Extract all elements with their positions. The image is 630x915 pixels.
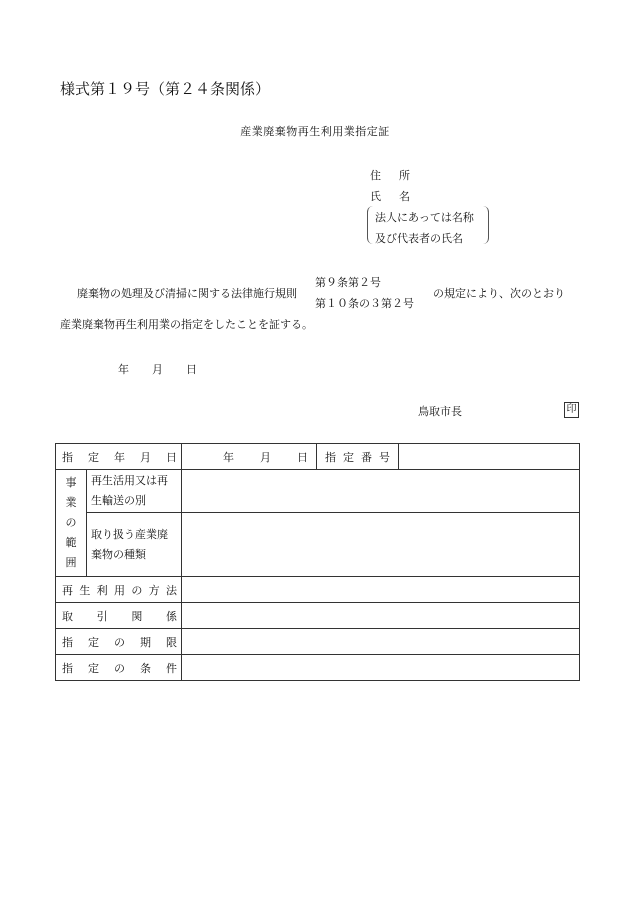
designation-conditions-value — [182, 655, 580, 681]
table-row — [56, 444, 580, 470]
address-label: 住 所 — [370, 169, 410, 182]
seal-mark: 印 — [564, 402, 579, 418]
designation-table — [55, 443, 580, 681]
body-lead: 廃棄物の処理及び清掃に関する法律施行規則 — [77, 287, 297, 300]
date-year: 年 — [118, 363, 129, 376]
body-tail: の規定により、次のとおり — [433, 287, 565, 300]
waste-type-value — [182, 513, 580, 577]
business-scope-label: 事 業 の 範 囲 — [56, 470, 87, 577]
designation-period-value — [182, 629, 580, 655]
form-number: 様式第１９号（第２４条関係） — [60, 80, 271, 98]
table-row — [56, 577, 580, 603]
trade-relation-value — [182, 603, 580, 629]
designation-number-label: 指 定 番 号 — [317, 444, 399, 470]
document-title: 産業廃棄物再生利用業指定証 — [240, 125, 390, 138]
recycling-method-label: 再 生 利 用 の 方 法 — [56, 577, 182, 603]
trade-relation-label: 取 引 関 係 — [56, 603, 182, 629]
designation-conditions-label: 指 定 の 条 件 — [56, 655, 182, 681]
designation-period-label: 指 定 の 期 限 — [56, 629, 182, 655]
table-row — [56, 603, 580, 629]
corporate-note-line2: 及び代表者の氏名 — [375, 232, 463, 245]
table-row — [56, 655, 580, 681]
corporate-note-line1: 法人にあっては名称 — [375, 211, 474, 224]
table-row — [56, 629, 580, 655]
recycle-type-value — [182, 470, 580, 513]
issuer-name: 鳥取市長 — [418, 405, 462, 418]
designation-date-value: 年 月 日 — [182, 444, 317, 470]
recycling-method-value — [182, 577, 580, 603]
article-1: 第９条第２号 — [315, 276, 381, 289]
table-row — [56, 513, 580, 577]
designation-number-value — [399, 444, 580, 470]
body-line2: 産業廃棄物再生利用業の指定をしたことを証する。 — [60, 318, 313, 331]
name-label: 氏 名 — [370, 190, 410, 203]
date-day: 日 — [186, 363, 197, 376]
table-row — [56, 470, 580, 513]
waste-type-label: 取り扱う産業廃 棄物の種類 — [87, 513, 182, 577]
date-month: 月 — [152, 363, 163, 376]
article-2: 第１０条の３第２号 — [315, 297, 414, 310]
recycle-type-label: 再生活用又は再 生輸送の別 — [87, 470, 182, 513]
designation-date-label: 指 定 年 月 日 — [56, 444, 182, 470]
